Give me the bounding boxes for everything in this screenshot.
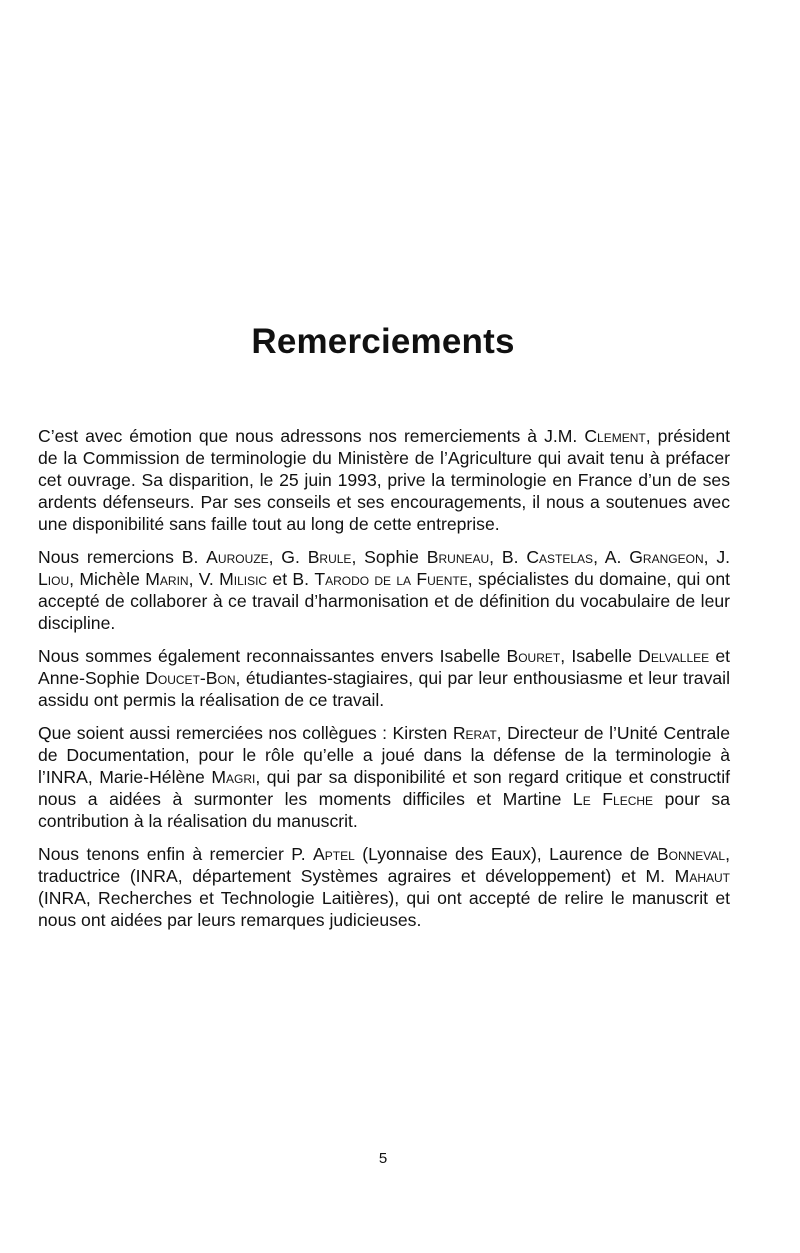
text-run: , étudiantes-stagiaires, qui par leur enthousiasme et leur travail assidu ont permis la réalisation de ce travail.: [38, 668, 730, 710]
text-run: (Lyonnaise des Eaux), Laurence de: [354, 844, 657, 864]
person-name: Rerat: [452, 723, 497, 743]
text-run: , Sophie: [351, 547, 427, 567]
text-run: , J.: [703, 547, 731, 567]
text-run: , Isabelle: [560, 646, 639, 666]
text-run: , V.: [188, 569, 220, 589]
person-name: Le Fleche: [572, 789, 654, 809]
person-name: Brule: [307, 547, 352, 567]
paragraph-1: [38, 425, 730, 535]
text-run: Nous sommes également reconnaissantes envers Isabelle: [38, 646, 507, 666]
text-run: et B.: [267, 569, 315, 589]
person-name: Castelas: [526, 547, 594, 567]
text-run: , G.: [268, 547, 308, 567]
page-title: Remerciements: [251, 322, 515, 361]
page-number: 5: [378, 1150, 388, 1167]
paragraph-3: [38, 645, 730, 711]
person-name: Aptel: [313, 844, 355, 864]
text-run: , président de la Commission de terminologie du Ministère de l’Agriculture qui avait tenu à préfacer cet ouvrage. Sa disparition, le 25 juin 1993, prive la terminologie en France d’un de ses ardents défenseurs. Par ses conseils et ses encouragements, il nous a soutenues avec une disponibilité sans faille tout au long de cette entreprise.: [38, 426, 731, 534]
person-name: Bruneau: [426, 547, 490, 567]
person-name: Grangeon: [629, 547, 704, 567]
person-name: Aurouze: [206, 547, 269, 567]
text-run: pour sa contribution à la réalisation du manuscrit.: [38, 789, 730, 831]
text-run: (INRA, Recherches et Technologie Laitières), qui ont accepté de relire le manuscrit et nous ont aidées par leurs remarques judicieuses.: [38, 888, 730, 930]
text-run: , qui par sa disponibilité et son regard critique et constructif nous a aidées à surmonter les moments difficiles et Martine: [38, 767, 730, 809]
text-run: , spécialistes du domaine, qui ont accepté de collaborer à ce travail d’harmonisation et de définition du vocabulaire de leur discipline.: [38, 569, 731, 633]
person-name: Clement: [584, 426, 646, 446]
paragraph-4: [38, 722, 730, 832]
person-name: Delvallee: [638, 646, 710, 666]
text-run: Nous tenons enfin à remercier P.: [38, 844, 314, 864]
text-run: Nous remercions B.: [38, 547, 207, 567]
person-name: Doucet-Bon: [145, 668, 236, 688]
person-name: Bonneval: [656, 844, 726, 864]
text-run: , B.: [489, 547, 527, 567]
paragraph-2: [38, 546, 730, 634]
person-name: Tarodo de la Fuente: [314, 569, 468, 589]
person-name: Milisic: [219, 569, 268, 589]
paragraph-5: [38, 843, 730, 931]
person-name: Liou: [38, 569, 70, 589]
person-name: Marin: [145, 569, 189, 589]
text-run: , A.: [593, 547, 630, 567]
text-run: et Anne-Sophie: [38, 646, 731, 688]
person-name: Magri: [211, 767, 256, 787]
acknowledgements-body: [38, 425, 730, 942]
text-run: Que soient aussi remerciées nos collègues : Kirsten: [38, 723, 453, 743]
person-name: Mahaut: [674, 866, 730, 886]
person-name: Bouret: [506, 646, 561, 666]
text-run: , Michèle: [69, 569, 146, 589]
text-run: , traductrice (INRA, département Systèmes agraires et développement) et M.: [38, 844, 730, 886]
text-run: C’est avec émotion que nous adressons nos remerciements à J.M.: [38, 426, 585, 446]
text-run: , Directeur de l’Unité Centrale de Documentation, pour le rôle qu’elle a joué dans la défense de la terminologie à l’INRA, Marie-Hélène: [38, 723, 730, 787]
